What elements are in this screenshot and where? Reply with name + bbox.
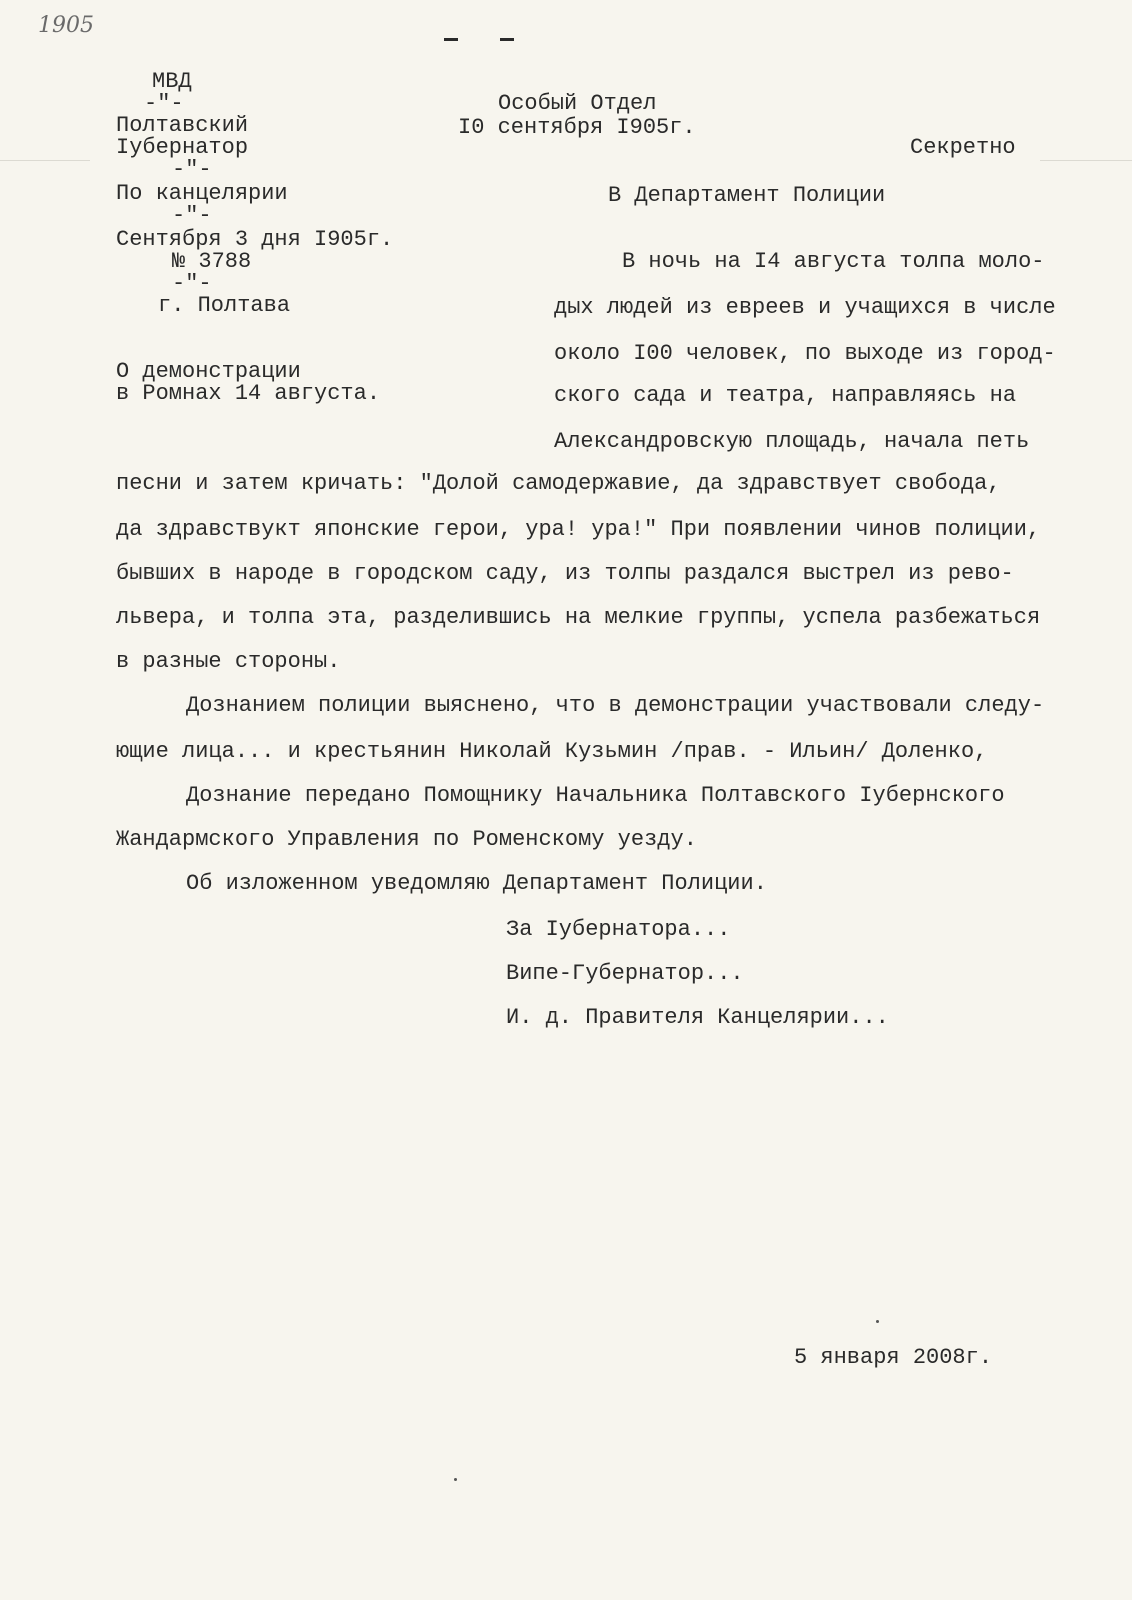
body-line: ского сада и театра, направляясь на xyxy=(554,383,1017,408)
body-line: около I00 человек, по выходе из город- xyxy=(554,341,1056,366)
addressee: В Департамент Полиции xyxy=(608,183,886,208)
paper-speck xyxy=(454,1478,457,1481)
top-dash-1 xyxy=(444,38,458,41)
body-line: в разные стороны. xyxy=(116,649,341,674)
signature-line-3: И. д. Правителя Канцелярии... xyxy=(506,1005,889,1030)
separator-3: -"- xyxy=(172,203,212,228)
footer-date: 5 января 2008г. xyxy=(794,1345,993,1370)
ministry: МВД xyxy=(152,69,192,94)
governor-line-1: Полтавский xyxy=(116,113,249,138)
special-department: Особый Отдел xyxy=(498,91,657,116)
body-line: дых людей из евреев и учащихся в числе xyxy=(554,295,1056,320)
letter-date: Сентября 3 дня I905г. xyxy=(116,227,394,252)
separator-1: -"- xyxy=(144,91,184,116)
body-line: В ночь на I4 августа толпа моло- xyxy=(622,249,1045,274)
subject-line-1: О демонстрации xyxy=(116,359,301,384)
body-line: Александровскую площадь, начала петь xyxy=(554,429,1030,454)
archive-mark: 1905 xyxy=(38,13,94,38)
separator-4: -"- xyxy=(172,271,212,296)
body-line: Жандармского Управления по Роменскому уезду. xyxy=(116,827,697,852)
body-line: бывших в народе в городском саду, из толпы раздался выстрел из рево- xyxy=(116,561,1014,586)
body-line: ющие лица... и крестьянин Николай Кузьмин /прав. - Ильин/ Доленко, xyxy=(116,739,988,764)
signature-line-1: За Iубернатора... xyxy=(506,917,731,942)
place: г. Полтава xyxy=(158,293,291,318)
body-line: песни и затем кричать: "Долой самодержавие, да здравствует свобода, xyxy=(116,471,1001,496)
letter-number: № 3788 xyxy=(172,249,252,274)
chancellery: По канцелярии xyxy=(116,181,288,206)
received-date: I0 сентября I905г. xyxy=(458,115,696,140)
body-line: да здравствукт японские герои, ура! ура!" При появлении чинов полиции, xyxy=(116,517,1041,542)
body-line: Дознание передано Помощнику Начальника Полтавского Iубернского xyxy=(186,783,1005,808)
fold-line-right xyxy=(1040,160,1132,161)
governor-line-2: Iубернатор xyxy=(116,135,249,160)
fold-line-left xyxy=(0,160,90,161)
body-line: Дознанием полиции выяснено, что в демонстрации участвовали следу- xyxy=(186,693,1045,718)
separator-2: -"- xyxy=(172,157,212,182)
signature-line-2: Випе-Губернатор... xyxy=(506,961,744,986)
subject-line-2: в Ромнах 14 августа. xyxy=(116,381,381,406)
paper-speck xyxy=(876,1320,879,1323)
classification-stamp: Секретно xyxy=(910,135,1016,160)
body-paragraph-4: Об изложенном уведомляю Департамент Полиции. xyxy=(186,871,767,896)
body-line: львера, и толпа эта, разделившись на мелкие группы, успела разбежаться xyxy=(116,605,1041,630)
top-dash-2 xyxy=(500,38,514,41)
